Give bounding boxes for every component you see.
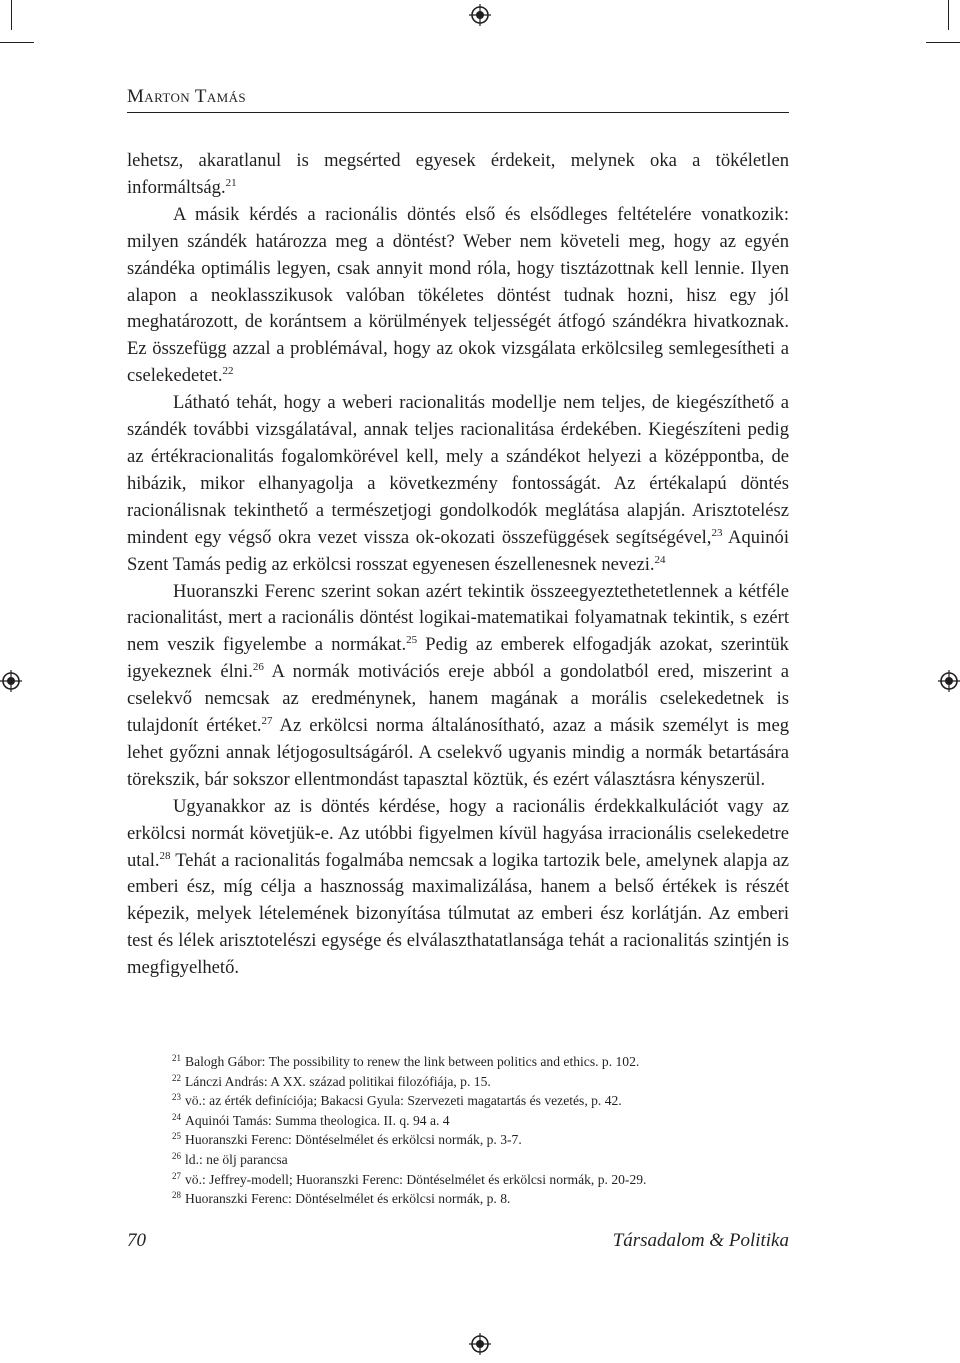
footnote-item: [172, 1072, 792, 1092]
footnotes-section: [172, 1052, 792, 1209]
journal-title: Társadalom & Politika: [612, 1230, 789, 1251]
footnote-reference[interactable]: 26: [252, 661, 264, 674]
paragraph-text: Pedig az emberek elfogadják azokat, szerintük igyekeznek élni.: [127, 634, 789, 683]
crop-mark-top-right-h: [926, 42, 960, 43]
body-paragraph: [127, 579, 789, 794]
footnote-number: 25: [172, 1131, 181, 1142]
footnote-item: [172, 1130, 792, 1150]
footnote-text: vö.: az érték definíciója; Bakacsi Gyula: Szervezeti magatartás és vezetés, p. 42.: [185, 1093, 622, 1109]
footnote-number: 24: [172, 1111, 181, 1122]
crop-mark-top-left: [11, 0, 12, 30]
footnote-reference[interactable]: 25: [406, 634, 418, 647]
footnote-text: Huoranszki Ferenc: Döntéselmélet és erkölcsi normák, p. 3-7.: [185, 1132, 522, 1148]
footnote-reference[interactable]: 23: [711, 526, 723, 539]
registration-mark-icon: [0, 670, 22, 692]
footnote-item: [172, 1170, 792, 1190]
paragraph-text: Aquinói Szent Tamás pedig az erkölcsi rosszat egyenesen észellenesnek nevezi.: [127, 526, 790, 575]
paragraph-text: A normák motivációs ereje abból a gondolatból ered, miszerint a cselekvő nemcsak az eredménynek, hanem magának a morális cselekedetnek is tulajdonít értéket.: [127, 661, 789, 737]
footnote-reference[interactable]: 28: [159, 849, 171, 862]
body-paragraph: [127, 148, 789, 202]
footnote-number: 28: [172, 1190, 181, 1201]
body-paragraph: [127, 390, 789, 578]
paragraph-text: Látható tehát, hogy a weberi racionalitás modellje nem teljes, de kiegészíthető a szándék további vizsgálatával, annak teljes racionalitása érdekében. Kiegészíteni pedig az értékracionalitás fogalomkörével kell, mely a szándékot helyezi a középpontba, de hibázik, mikor elhanyagolja a következmény fontosságát. Az értékalapú döntés racionálisnak tekinthető a természetjogi gondolkodók meglátása alapján. Arisztotelész mindent egy végső okra vezet vissza ok-okozati összefüggések segítségével,: [127, 392, 789, 548]
footnote-item: [172, 1052, 792, 1072]
paragraph-text: Huoranszki Ferenc szerint sokan azért tekintik összeegyeztethetetlennek a kétféle racionalitást, mert a racionális döntést logikai-matematikai folyamatnak tekintik, s ezért nem veszik figyelembe a normákat.: [127, 580, 789, 656]
paragraph-text: Az erkölcsi norma általánosítható, azaz a másik személyt is meg lehet győzni annak létjogosultságáról. A cselekvő ugyanis mindig a normák betartására törekszik, bár sokszor ellentmondást tapasztal köztük, és ezért választásra kényszerül.: [127, 715, 789, 790]
crop-mark-top-left-h: [0, 42, 34, 43]
registration-mark-icon: [469, 1333, 491, 1355]
footnote-item: [172, 1091, 792, 1111]
running-head-author: Marton Tamás: [127, 86, 789, 113]
page-number: 70: [127, 1230, 146, 1251]
footnote-item: [172, 1150, 792, 1170]
paragraph-text: lehetsz, akaratlanul is megsérted egyesek érdekeit, melynek oka a tökéletlen informáltság.: [127, 150, 789, 198]
footnote-text: Balogh Gábor: The possibility to renew the link between politics and ethics. p. 102.: [185, 1054, 640, 1069]
footnote-item: [172, 1189, 792, 1209]
footnote-reference[interactable]: 24: [654, 553, 666, 566]
footnote-number: 27: [172, 1170, 181, 1181]
body-paragraph: [127, 794, 789, 982]
footnote-number: 23: [172, 1092, 181, 1103]
footnote-item: [172, 1111, 792, 1131]
paragraph-text: Ugyanakkor az is döntés kérdése, hogy a racionális érdekkalkulációt vagy az erkölcsi normát követjük-e. Az utóbbi figyelmen kívül hagyása irracionális cselekedetre utal.: [127, 795, 789, 871]
footnote-number: 21: [172, 1053, 181, 1063]
footnote-reference[interactable]: 22: [222, 365, 234, 378]
paragraph-text: A másik kérdés a racionális döntés első és elsődleges feltételére vonatkozik: milyen szándék határozza meg a döntést? Weber nem követeli meg, hogy az egyén szándéka optimális legyen, csak annyit mond róla, hogy tisztázottnak kell lennie. Ilyen alapon a neoklasszikusok valóban tökéletes döntést tudnak hozni, hisz egy jól meghatározott, de korántsem a körülmények teljességét átfogó szándékra hivatkoznak. Ez összefügg azzal a problémával, hogy az okok vizsgálata erkölcsileg semlegesítheti a cselekedetet.: [127, 203, 789, 387]
footnote-text: Lánczi András: A XX. század politikai filozófiája, p. 15.: [185, 1073, 491, 1089]
footnote-text: vö.: Jeffrey-modell; Huoranszki Ferenc: Döntéselmélet és erkölcsi normák, p. 20-29.: [185, 1171, 647, 1187]
crop-mark-top-right: [948, 0, 949, 30]
registration-mark-icon: [938, 670, 960, 692]
footnote-text: ld.: ne ölj parancsa: [185, 1151, 288, 1167]
footnote-text: Huoranszki Ferenc: Döntéselmélet és erkölcsi normák, p. 8.: [185, 1191, 511, 1207]
footnote-number: 26: [172, 1150, 181, 1161]
footnote-reference[interactable]: 27: [261, 715, 273, 728]
article-body: [127, 148, 789, 982]
footnote-reference[interactable]: 21: [225, 176, 237, 189]
paragraph-text: Tehát a racionalitás fogalmába nemcsak a logika tartozik bele, amelynek alapja az emberi ész, míg célja a hasznosság maximalizálása, hanem a belső értékek is részét képezik, melyek lételemének bizonyítása túlmutat az emberi ész korlátján. Az emberi test és lélek arisztotelészi egysége és elválaszthatatlansága tehát a racionalitás szintjén is megfigyelhető.: [127, 849, 789, 979]
registration-mark-icon: [469, 4, 491, 26]
footnote-text: Aquinói Tamás: Summa theologica. II. q. 94 a. 4: [185, 1112, 450, 1128]
body-paragraph: [127, 202, 789, 390]
footnote-number: 22: [172, 1072, 181, 1083]
